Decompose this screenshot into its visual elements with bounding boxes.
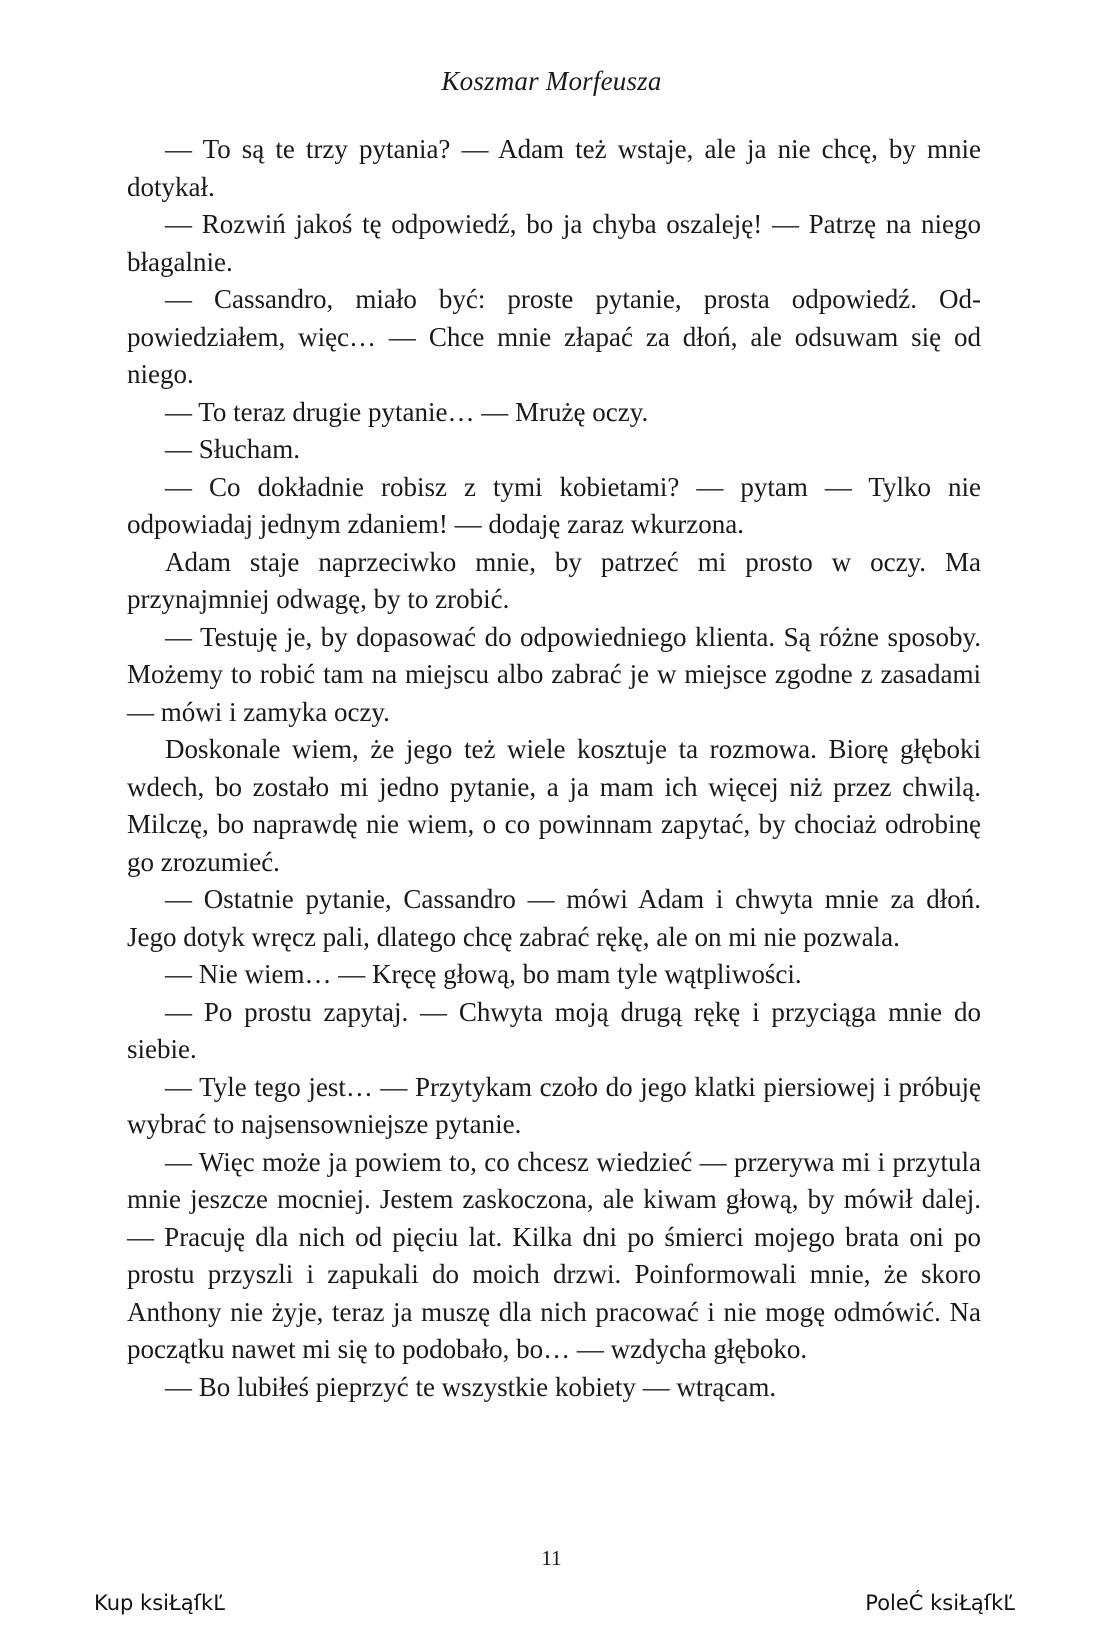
- paragraph: — Nie wiem… — Kręcę głową, bo mam tyle wątpliwości.: [165, 959, 802, 989]
- page-number: 11: [541, 1546, 562, 1570]
- paragraph: — Cassandro, miało być: proste pytanie, prosta odpowiedź. Odpowiedziałem, więc… — Chce mnie złapać za dłoń, ale odsuwam się od niego.: [127, 284, 981, 389]
- paragraph: — Ostatnie pytanie, Cassandro — mówi Adam i chwyta mnie za dłoń. Jego dotyk wręcz pali, dlatego chcę zabrać rękę, ale on mi nie pozwala.: [127, 884, 981, 952]
- recommend-book-link[interactable]: PoleĆ ksiŁąſkĽ: [865, 1591, 1015, 1615]
- paragraph: — Więc może ja powiem to, co chcesz wiedzieć — przerywa mi i przytula mnie jeszcze mocniej. Jestem zaskoczona, ale kiwam głową, by mówił dalej. — Pracuję dla nich od pięciu lat. Kilka dni po śmierci mojego brata oni po prostu przyszli i zapukali do moich drzwi. Poinformowali mnie, że skoro Anthony nie żyje, teraz ja muszę dla nich pracować i nie mogę odmówić. Na początku nawet mi się to podobało, bo… — wzdycha głęboko.: [127, 1146, 981, 1364]
- paragraph: Doskonale wiem, że jego też wiele kosztuje ta rozmowa. Biorę głęboki wdech, bo zostało mi jedno pytanie, a ja mam ich więcej niż przez chwilą. Milczę, bo naprawdę nie wiem, o co powinnam zapytać, by chociaż odrobinę go zrozumieć.: [127, 734, 981, 877]
- paragraph: — Po prostu zapytaj. — Chwyta moją drugą rękę i przyciąga mnie do siebie.: [127, 996, 981, 1064]
- paragraph: — Rozwiń jakoś tę odpowiedź, bo ja chyba oszaleję! — Patrzę na niego błagalnie.: [127, 209, 981, 277]
- paragraph: — Co dokładnie robisz z tymi kobietami? — pytam — Tylko nie odpowiadaj jednym zdaniem! — dodaję zaraz wkurzona.: [127, 471, 981, 539]
- paragraph: Adam staje naprzeciwko mnie, by patrzeć mi prosto w oczy. Ma przynajmniej odwagę, by to zrobić.: [127, 546, 981, 614]
- paragraph: — To teraz drugie pytanie… — Mrużę oczy.: [165, 396, 649, 427]
- paragraph: — Słucham.: [165, 434, 300, 464]
- buy-book-link[interactable]: Kup ksiŁąſkĽ: [94, 1591, 225, 1615]
- paragraph: — Testuję je, by dopasować do odpowiedniego klienta. Są różne sposoby. Możemy to robić tam na miejscu albo zabrać je w miejsce zgodne z zasadami — mówi i zamyka oczy.: [127, 621, 981, 727]
- paragraph: — Tyle tego jest… — Przytykam czoło do jego klatki piersiowej i próbuję wybrać to najsensowniejsze pytanie.: [127, 1071, 981, 1139]
- paragraph: — To są te trzy pytania? — Adam też wstaje, ale ja nie chcę, by mnie dotykał.: [127, 134, 981, 202]
- paragraph: — Bo lubiłeś pieprzyć te wszystkie kobiety — wtrącam.: [165, 1371, 777, 1402]
- running-head-title: Koszmar Morfeusza: [441, 66, 662, 96]
- body-text: [127, 131, 981, 1406]
